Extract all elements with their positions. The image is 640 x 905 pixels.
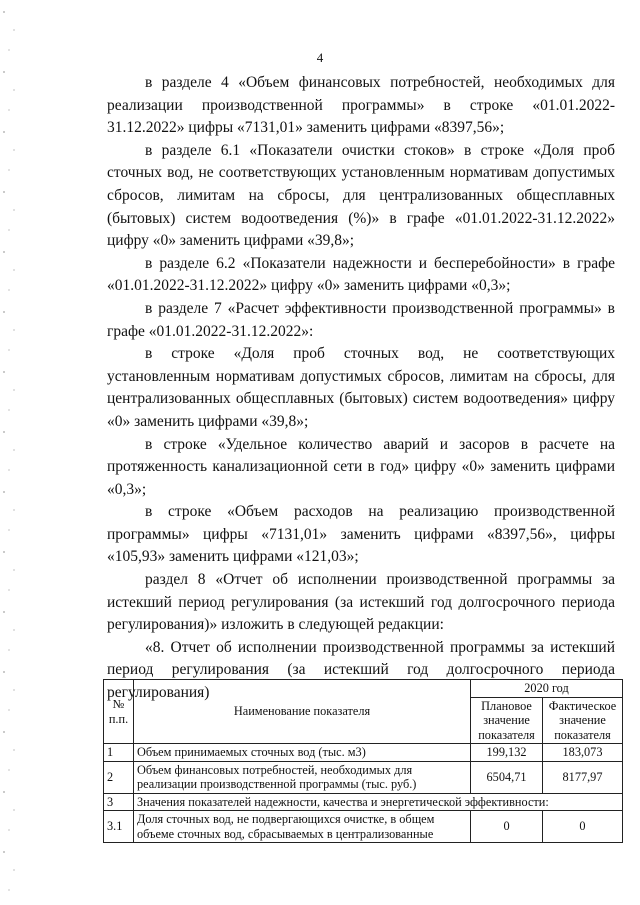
row-name: Объем финансовых потребностей, необходимых для реализации производственной программы (тыс. руб.) (133, 761, 470, 793)
header-name: Наименование показателя (133, 680, 470, 744)
row-name: Объем принимаемых сточных вод (тыс. м3) (133, 744, 470, 762)
paragraph: в строке «Объем расходов на реализацию производственной программы» цифры «7131,01» заменить цифрами «8397,56», цифры «105,93» заменить цифрами «121,03»; (107, 503, 615, 566)
header-fact: Фактическое значение показателя (543, 697, 623, 744)
row-name: Доля сточных вод, не подвергающихся очистке, в общем объеме сточных вод, сбрасываемых в централизованные (133, 811, 470, 843)
row-num: 1 (104, 744, 134, 762)
paragraph: «8. Отчет об исполнении производственной программы за истекший период регулирования (за истекший год долгосрочного периода регулирования) (107, 638, 615, 702)
document-body (107, 72, 615, 705)
report-table (103, 679, 623, 843)
paragraph: в разделе 6.1 «Показатели очистки стоков» в строке «Доля проб сточных вод, не соответствующих установленным нормативам допустимых сбросов, лимитам на сбросы, для централизованных общесплавных (бытовых) систем водоотведения (%)» в графе «01.01.2022-31.12.2022» цифру «0» заменить цифрами «39,8»; (107, 141, 615, 250)
row-fact: 183,073 (543, 744, 623, 762)
header-plan: Плановое значение показателя (471, 697, 543, 744)
page-number: 4 (316, 50, 324, 65)
row-num: 2 (104, 761, 134, 793)
paragraph: в разделе 7 «Расчет эффективности производственной программы» в графе «01.01.2022-31.12.2022»: (107, 299, 615, 340)
header-year: 2020 год (471, 680, 623, 698)
header-num: № п.п. (104, 680, 134, 744)
row-plan: 6504,71 (471, 761, 543, 793)
scan-edge-speckle (0, 0, 22, 905)
table-row (104, 744, 623, 762)
table-row (104, 793, 623, 811)
paragraph: в разделе 4 «Объем финансовых потребностей, необходимых для реализации производственной программы» в строке «01.01.2022-31.12.2022» цифры «7131,01» заменить цифрами «8397,56»; (107, 74, 615, 137)
paragraph: в строке «Удельное количество аварий и засоров в расчете на протяженность канализационной сети в год» цифру «0» заменить цифрами «0,3»; (107, 435, 615, 498)
row-num: 3 (104, 793, 134, 811)
paragraph: раздел 8 «Отчет об исполнении производственной программы за истекший период регулирования (за истекший год долгосрочного периода регулирования)» изложить в следующей редакции: (107, 571, 615, 634)
table-row (104, 761, 623, 793)
row-fact: 8177,97 (543, 761, 623, 793)
row-name: Значения показателей надежности, качества и энергетической эффективности: (133, 793, 622, 811)
table-row (104, 811, 623, 843)
row-plan: 0 (471, 811, 543, 843)
row-fact: 0 (543, 811, 623, 843)
paragraph: в строке «Доля проб сточных вод, не соответствующих установленным нормативам допустимых сбросов, лимитам на сбросы, для централизованных общесплавных (бытовых) систем водоотведения» цифру «0» заменить цифрами «39,8»; (107, 345, 615, 430)
table-header-row (104, 680, 623, 698)
row-plan: 199,132 (471, 744, 543, 762)
paragraph: в разделе 6.2 «Показатели надежности и бесперебойности» в графе «01.01.2022-31.12.2022» цифру «0» заменить цифрами «0,3»; (107, 254, 615, 295)
row-num: 3.1 (104, 811, 134, 843)
